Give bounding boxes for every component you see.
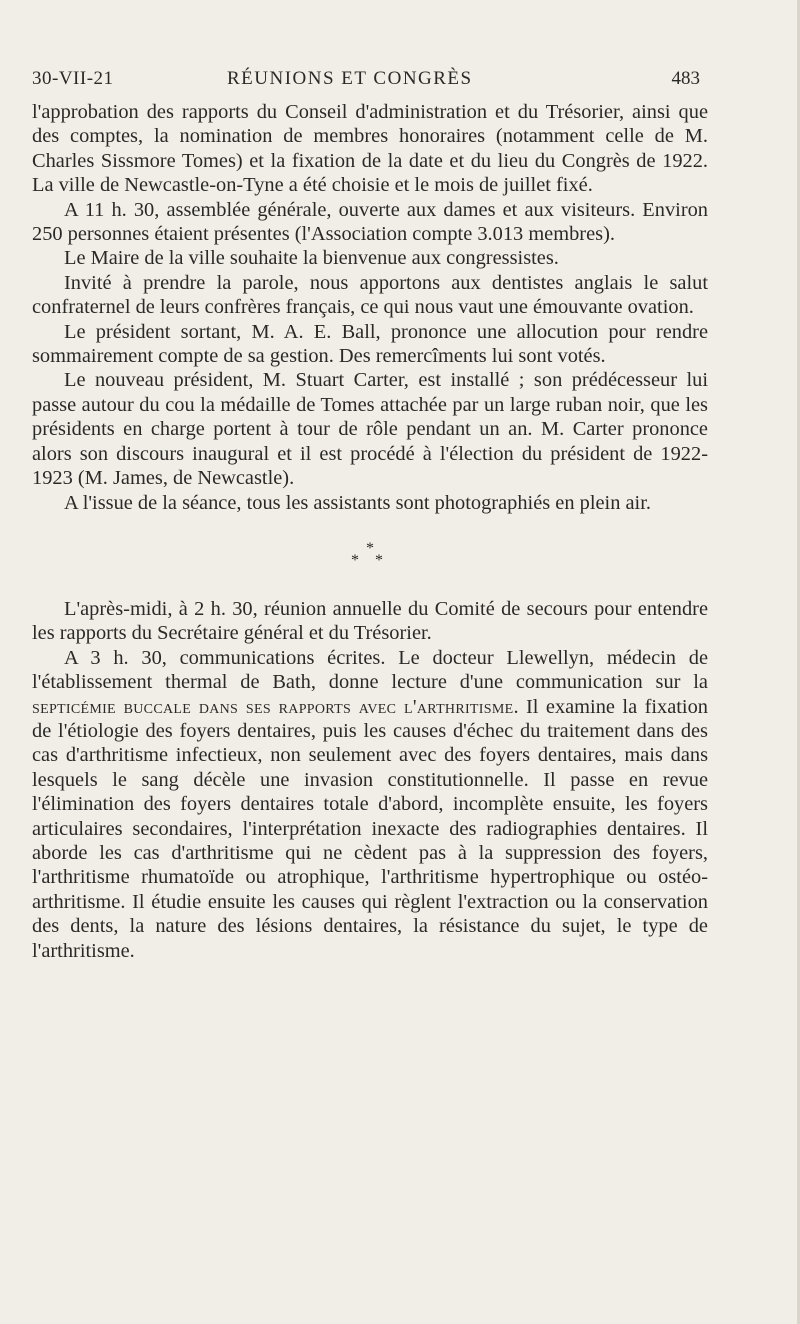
- paragraph-mayor-welcome: Le Maire de la ville souhaite la bienvenue aux congressistes.: [64, 247, 559, 270]
- paragraph-new-president: Le nouveau président, M. Stuart Carter, est installé ; son prédécesseur lui passe autour du cou la médaille de Tomes attachée par un large ruban noir, que les présidents en charge portent à tour de rôle pendant un an. M. Carter prononce alors son discours inaugural et il est procédé à l'élection du président de 1922-1923 (M. James, de Newcastle).: [32, 369, 708, 490]
- header-date: 30-VII-21: [32, 68, 114, 89]
- paragraph-invitation: Invité à prendre la parole, nous apportons aux dentistes anglais le salut confraternel de leurs confrères français, ce qui nous vaut une émouvante ovation.: [32, 271, 708, 319]
- paragraph-outgoing-president: Le président sortant, M. A. E. Ball, prononce une allocution pour rendre sommairement compte de sa gestion. Des remercîments lui sont votés.: [32, 320, 708, 368]
- header-title: RÉUNIONS ET CONGRÈS: [227, 68, 473, 89]
- communication-title-small-caps: septicémie buccale dans ses rapports avec l'arthritisme: [32, 695, 514, 718]
- asterism-divider: [32, 539, 708, 569]
- asterism-top: *: [366, 539, 374, 557]
- communication-text-before: A 3 h. 30, communications écrites. Le docteur Llewellyn, médecin de l'établissement thermal de Bath, donne lecture d'une communication sur la: [32, 646, 708, 694]
- page-body: [32, 100, 708, 963]
- communication-text-after: . Il examine la fixation de l'étiologie des foyers dentaires, puis les causes d'échec du traitement dans des cas d'arthritisme infectieux, non seulement avec des foyers dentaires, mais dans lesquels le sang décèle une invasion constitutionnelle. Il passe en revue l'élimination des foyers dentaires totale d'abord, incomplète ensuite, les foyers articulaires secondaires, l'interprétation inexacte des radiographies dentaires. Il aborde les cas d'arthritisme qui ne cèdent pas à la suppression des foyers, l'arthritisme rhumatoïde ou atrophique, l'arthritisme hypertrophique ou ostéo-arthritisme. Il étudie ensuite les causes qui règlent l'extraction ou la conservation des dents, la nature des lésions dentaires, la résistance du sujet, le type de l'arthritisme.: [32, 695, 708, 962]
- paragraph-communications: [32, 646, 708, 963]
- paragraph-general-assembly: A 11 h. 30, assemblée générale, ouverte aux dames et aux visiteurs. Environ 250 personnes étaient présentes (l'Association compte 3.013 membres).: [32, 198, 708, 246]
- page-number: 483: [671, 68, 700, 89]
- running-header: [32, 68, 700, 94]
- paragraph-afternoon: L'après-midi, à 2 h. 30, réunion annuelle du Comité de secours pour entendre les rapports du Secrétaire général et du Trésorier.: [32, 597, 708, 645]
- paragraph-continuation: l'approbation des rapports du Conseil d'administration et du Trésorier, ainsi que des comptes, la nomination de membres honoraires (notamment celle de M. Charles Sissmore Tomes) et la fixation de la date et du lieu du Congrès de 1922. La ville de Newcastle-on-Tyne a été choisie et le mois de juillet fixé.: [32, 101, 708, 197]
- paragraph-photograph: A l'issue de la séance, tous les assistants sont photographiés en plein air.: [64, 491, 651, 514]
- asterism-bottom: * *: [351, 551, 389, 569]
